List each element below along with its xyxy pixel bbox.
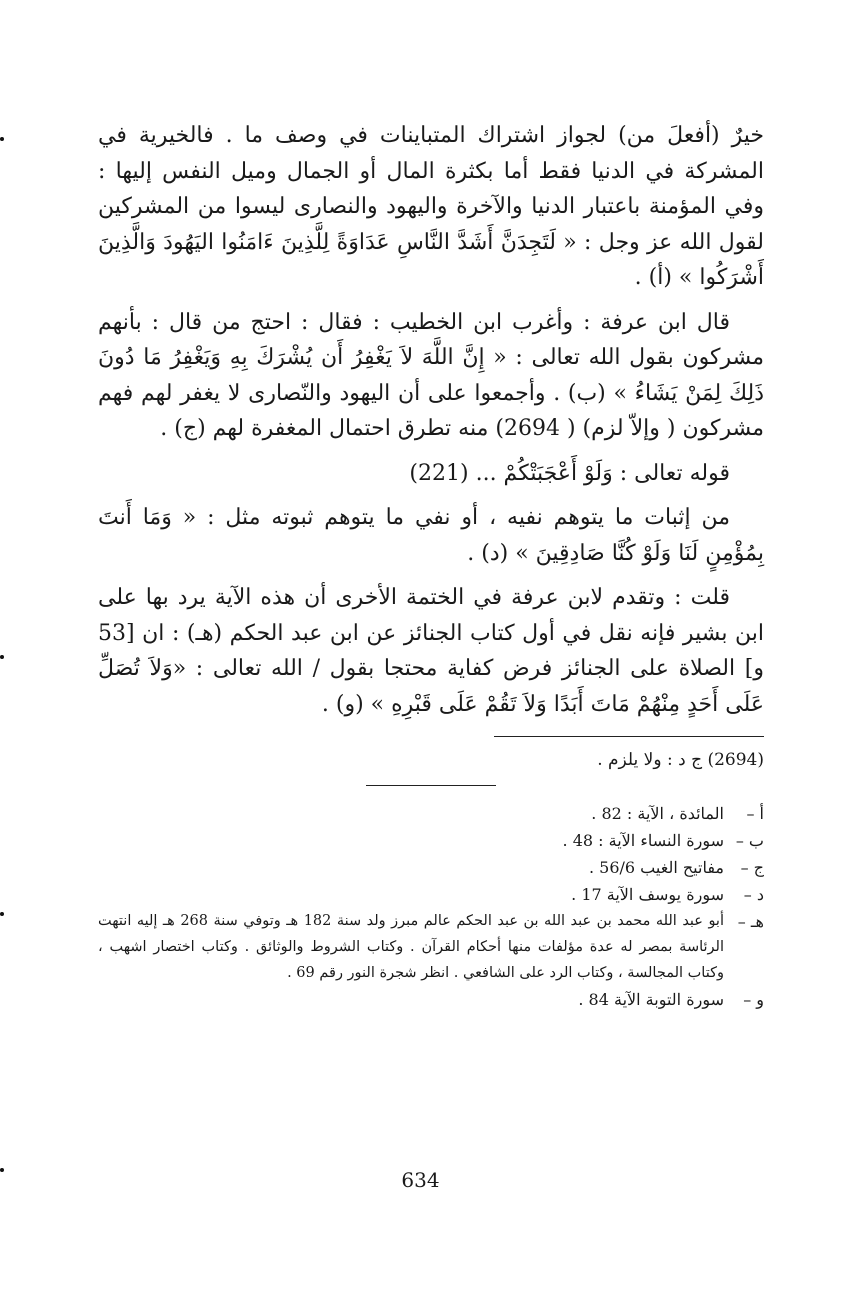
footnote-text: سورة يوسف الآية 17 . (571, 885, 724, 904)
page-body (98, 118, 764, 1013)
footnote-item (98, 908, 764, 986)
footnote-marker: أ – (746, 804, 764, 823)
footnote-item (98, 800, 764, 827)
footnote-text: أبو عبد الله محمد بن عبد الله بن عبد الحكم عالم مبرز ولد سنة 182 هـ وتوفي سنة 268 هـ إليه انتهت الرئاسة بمصر له عدة مؤلفات منها أحكام القرآن . وكتاب الشروط والوثائق . وكتاب اختصار اشهب ، وكتاب المجالسة ، وكتاب الرد على الشافعي . انظر شجرة النور رقم 69 . (98, 913, 724, 981)
footnote-item (98, 986, 764, 1013)
verse-heading: قوله تعالى : وَلَوْ أَعْجَبَتْكُمْ ... (221) (409, 460, 730, 486)
left-margin-mark (0, 655, 4, 659)
footnote-item (98, 881, 764, 908)
footnote-item (98, 854, 764, 881)
paragraph-3: من إثبات ما يتوهم نفيه ، أو نفي ما يتوهم ثبوته مثل : « وَمَا أَنتَ بِمُؤْمِنٍ لَنَا وَلَوْ كُنَّا صَادِقِينَ » (د) . (98, 505, 764, 566)
footnote-text: سورة النساء الآية : 48 . (562, 831, 724, 850)
footnote-text: المائدة ، الآية : 82 . (591, 804, 724, 823)
editor-note: (2694) ج د : ولا يلزم . (597, 750, 764, 770)
page-number: 634 (401, 1168, 440, 1192)
paragraph-1: خيرٌ (أفعلَ من) لجواز اشتراك المتباينات في وصف ما . فالخيرية في المشركة في الدنيا فقط أما بكثرة المال أو الجمال وميل النفس إليها : وفي المؤمنة باعتبار الدنيا والآخرة واليهود والنصارى ليسوا من المشركين لقول الله عز وجل : « لَتَجِدَنَّ أَشَدَّ النَّاسِ عَدَاوَةً لِلَّذِينَ ءَامَنُوا اليَهُودَ وَالَّذِينَ أَشْرَكُوا » (أ) . (98, 123, 764, 290)
footnote-text: سورة التوبة الآية 84 . (578, 990, 724, 1009)
footnote-separator (494, 736, 764, 737)
footnote-marker: هـ – (737, 912, 764, 931)
footnote-divider (366, 785, 496, 786)
left-margin-mark (0, 137, 4, 141)
paragraph-4: قلت : وتقدم لابن عرفة في الختمة الأخرى أن هذه الآية يرد بها على ابن بشير فإنه نقل في أول كتاب الجنائز عن ابن عبد الحكم (هـ) : ان [53 و] الصلاة على الجنائز فرض كفاية محتجا بقول / الله تعالى : «وَلاَ تُصَلِّ عَلَى أَحَدٍ مِنْهُمْ مَاتَ أَبَدًا وَلاَ تَقُمْ عَلَى قَبْرِهِ » (و) . (98, 585, 764, 717)
footnote-marker: د – (743, 885, 764, 904)
footnote-item (98, 827, 764, 854)
footnote-marker: و – (743, 990, 764, 1009)
footnote-list (98, 800, 764, 1013)
footnote-marker: ب – (735, 831, 764, 850)
left-margin-mark (0, 912, 4, 916)
footnote-marker: ج – (740, 858, 764, 877)
footnote-text: مفاتيح الغيب 56/6 . (588, 858, 724, 877)
paragraph-2: قال ابن عرفة : وأغرب ابن الخطيب : فقال : احتج من قال : بأنهم مشركون بقول الله تعالى : « إِنَّ اللَّهَ لاَ يَغْفِرُ أَن يُشْرَكَ بِهِ وَيَغْفِرُ مَا دُونَ ذَلِكَ لِمَنْ يَشَاءُ » (ب) . وأجمعوا على أن اليهود والنّصارى لا يغفر لهم فهم مشركون ( وإلاّ لزم) ( 2694) منه تطرق احتمال المغفرة لهم (ج) . (98, 309, 764, 441)
